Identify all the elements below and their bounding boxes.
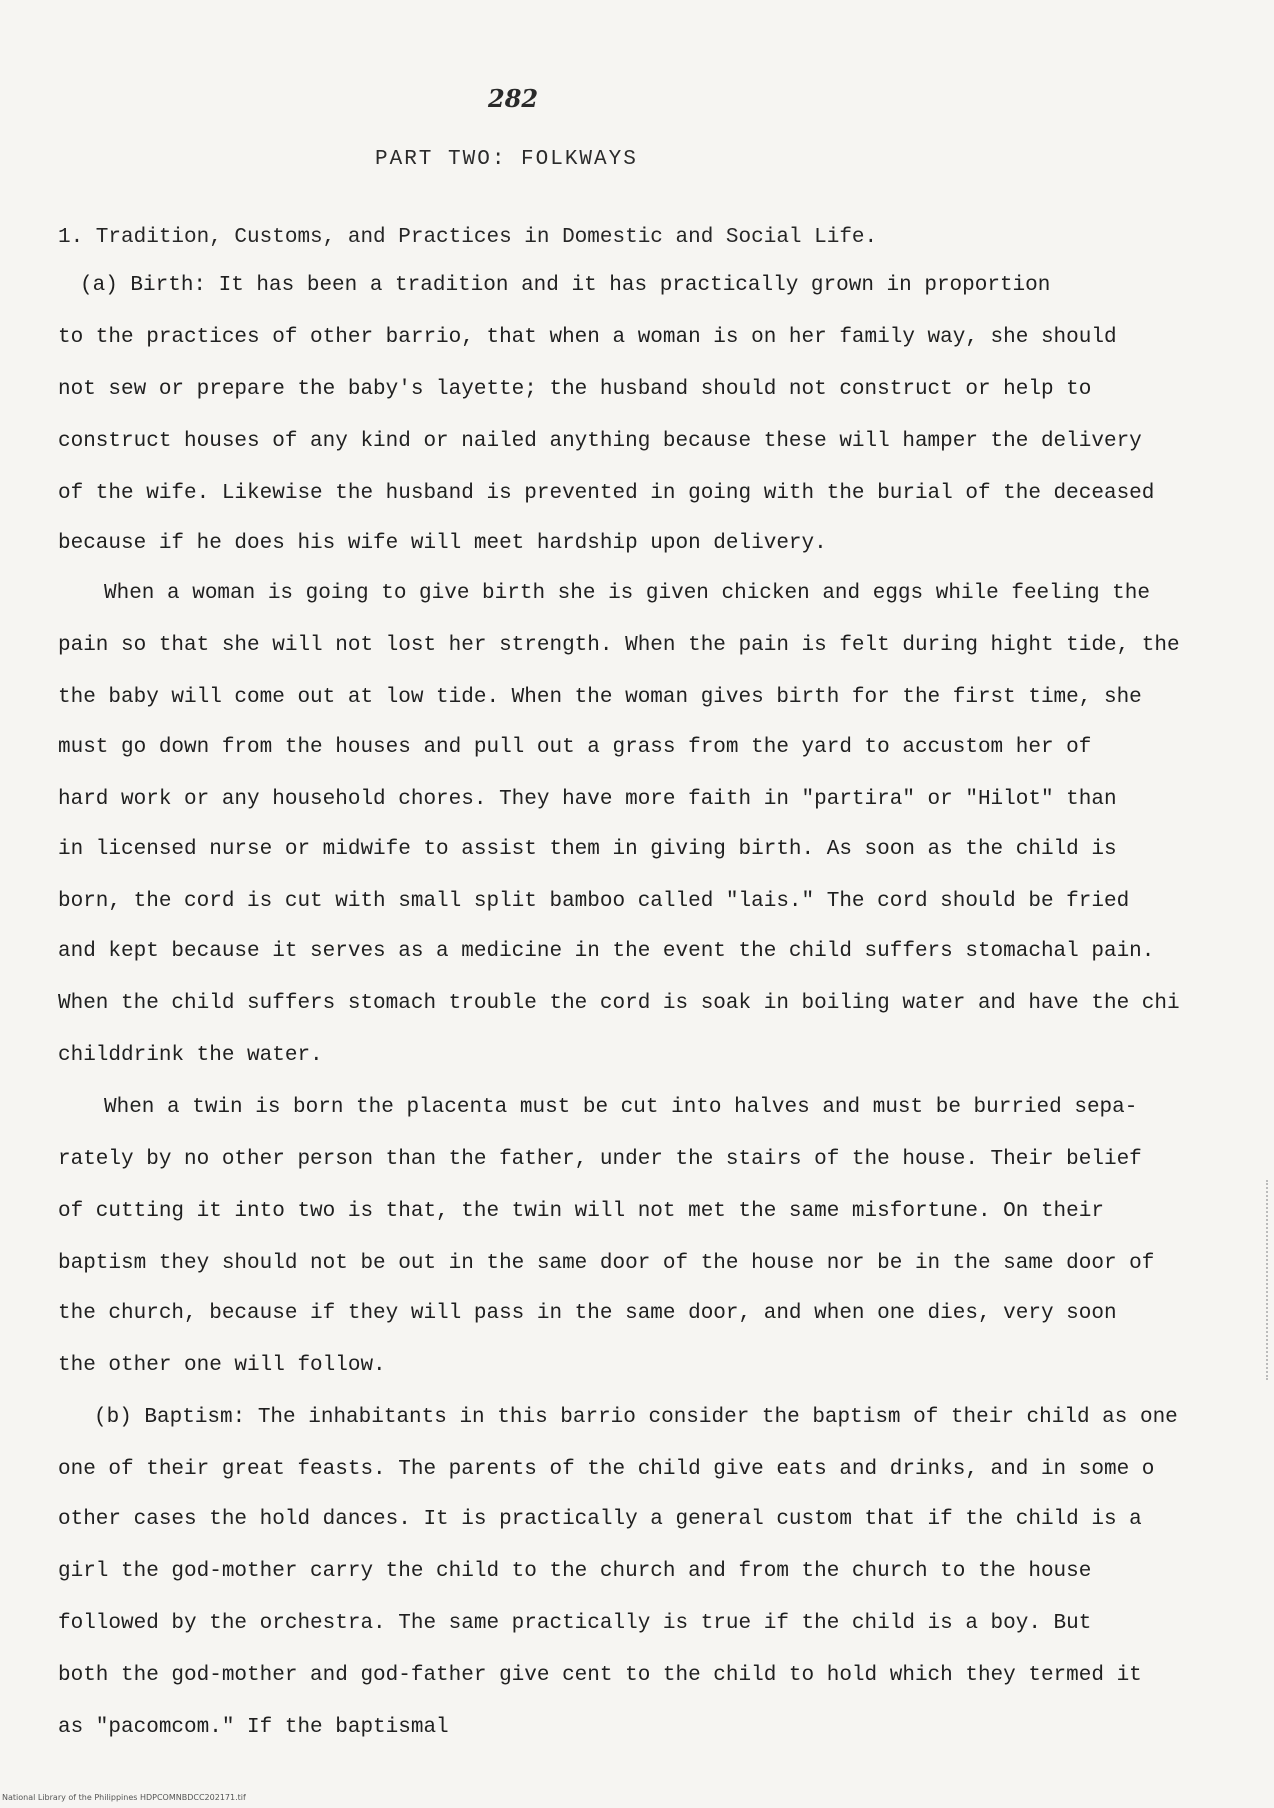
body-line: (a) Birth: It has been a tradition and it has practically grown in proportion [80, 274, 1051, 297]
body-line: and kept because it serves as a medicine in the event the child suffers stomachal pain. [58, 940, 1155, 963]
section-heading: 1. Tradition, Customs, and Practices in Domestic and Social Life. [58, 226, 878, 249]
body-line: one of their great feasts. The parents of the child give eats and drinks, and in some o [58, 1458, 1155, 1481]
part-heading: PART TWO: FOLKWAYS [375, 148, 638, 171]
body-line: rately by no other person than the father, under the stairs of the house. Their belief [58, 1148, 1142, 1171]
body-line: born, the cord is cut with small split bamboo called "lais." The cord should be fried [58, 890, 1130, 913]
body-line: both the god-mother and god-father give cent to the child to hold which they termed it [58, 1664, 1142, 1687]
body-line: construct houses of any kind or nailed anything because these will hamper the delivery [58, 430, 1142, 453]
body-line: When a woman is going to give birth she is given chicken and eggs while feeling the [104, 582, 1150, 605]
body-line: When a twin is born the placenta must be cut into halves and must be burried sepa- [104, 1096, 1138, 1119]
body-line: pain so that she will not lost her strength. When the pain is felt during hight tide, the [58, 634, 1180, 657]
body-line: in licensed nurse or midwife to assist them in giving birth. As soon as the child is [58, 838, 1117, 861]
body-line: must go down from the houses and pull out a grass from the yard to accustom her of [58, 736, 1092, 759]
body-line: baptism they should not be out in the same door of the house nor be in the same door of [58, 1252, 1155, 1275]
body-line: childdrink the water. [58, 1044, 323, 1067]
body-line: as "pacomcom." If the baptismal [58, 1716, 449, 1739]
body-line: (b) Baptism: The inhabitants in this barrio consider the baptism of their child as one [94, 1406, 1178, 1429]
body-line: because if he does his wife will meet hardship upon delivery. [58, 532, 827, 555]
scan-margin-marks [1260, 1180, 1268, 1380]
body-line: the church, because if they will pass in the same door, and when one dies, very soon [58, 1302, 1117, 1325]
body-line: not sew or prepare the baby's layette; the husband should not construct or help to [58, 378, 1092, 401]
body-line: When the child suffers stomach trouble the cord is soak in boiling water and have the chi [58, 992, 1180, 1015]
body-line: girl the god-mother carry the child to the church and from the church to the house [58, 1560, 1092, 1583]
body-line: other cases the hold dances. It is practically a general custom that if the child is a [58, 1508, 1142, 1531]
body-line: to the practices of other barrio, that when a woman is on her family way, she should [58, 326, 1117, 349]
body-line: the baby will come out at low tide. When the woman gives birth for the first time, she [58, 686, 1142, 709]
body-line: followed by the orchestra. The same practically is true if the child is a boy. But [58, 1612, 1092, 1635]
scan-footer: National Library of the Philippines HDPCOMNBDCC202171.tif [2, 1793, 246, 1802]
page-number: 282 [488, 84, 539, 113]
body-line: of the wife. Likewise the husband is prevented in going with the burial of the deceased [58, 482, 1155, 505]
body-line: hard work or any household chores. They have more faith in "partira" or "Hilot" than [58, 788, 1117, 811]
body-line: of cutting it into two is that, the twin will not met the same misfortune. On their [58, 1200, 1104, 1223]
body-line: the other one will follow. [58, 1354, 386, 1377]
